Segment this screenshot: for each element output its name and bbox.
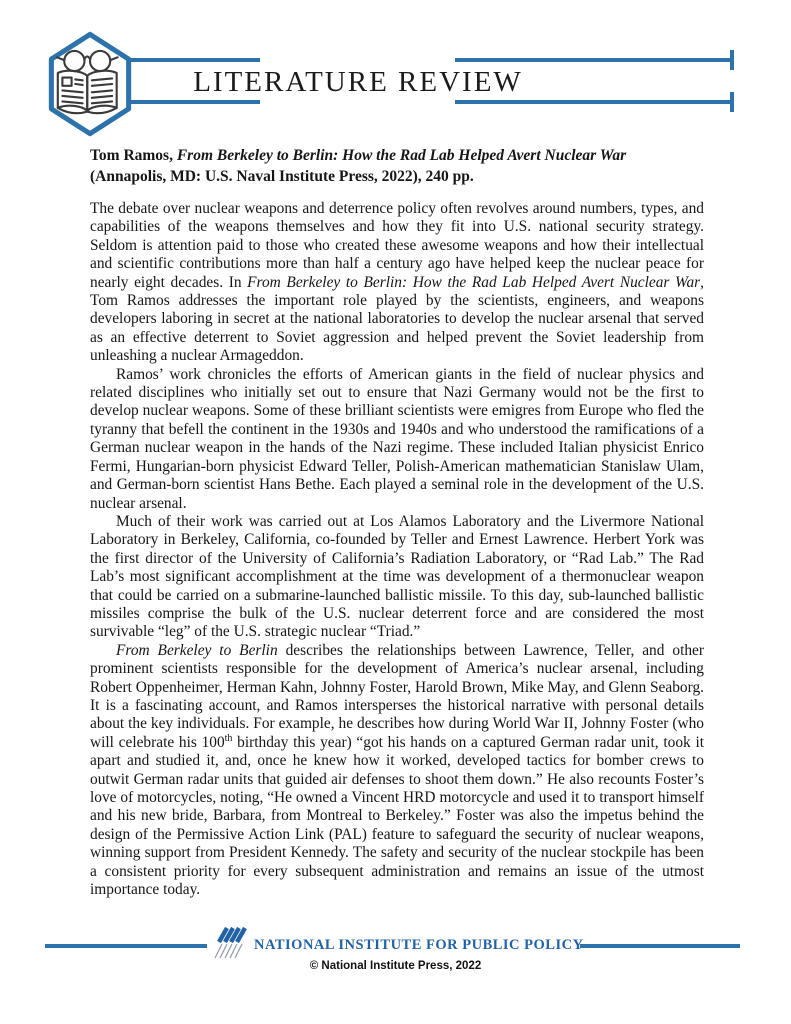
footer-rule-right — [580, 944, 740, 948]
book-title-italic: From Berkeley to Berlin: How the Rad Lab Helped Avert Nuclear War — [247, 273, 701, 291]
header-rule-left-top — [118, 58, 260, 62]
review-body — [90, 200, 704, 899]
header-rule-right-top — [455, 58, 734, 62]
footer-rule-left — [45, 944, 207, 948]
citation-book-title: From Berkeley to Berlin: How the Rad Lab Helped Avert Nuclear War — [176, 147, 627, 164]
review-paragraph-2: Ramos’ work chronicles the efforts of American giants in the field of nuclear physics and related disciplines who initially set out to ensure that Nazi Germany would not be the first to develop nuclear weapons. Some of these brilliant scientists were emigres from Europe who fled the tyranny that befell the continent in the 1930s and 1940s and who understood the ramifications of a German nuclear weapon in the hands of the Nazi regime. These included Italian physicist Enrico Fermi, Hungarian-born physicist Edward Teller, Polish-American mathematician Stanislaw Ulam, and German-born scientist Hans Bethe. Each played a seminal role in the development of the U.S. nuclear arsenal. — [90, 365, 704, 512]
review-paragraph-3: Much of their work was carried out at Los Alamos Laboratory and the Livermore National Laboratory in Berkeley, California, co-founded by Teller and Ernest Lawrence. Herbert York was the first director of the University of California’s Radiation Laboratory, or “Rad Lab.” The Rad Lab’s most significant accomplishment at the time was development of a thermonuclear weapon that could be carried on a submarine-launched ballistic missile. To this day, sub-launched ballistic missiles comprise the bulk of the U.S. nuclear deterrent force and are considered the most survivable “leg” of the U.S. strategic nuclear “Triad.” — [90, 512, 704, 641]
citation-publisher: (Annapolis, MD: U.S. Naval Institute Press, 2022), 240 pp. — [90, 167, 474, 185]
book-citation — [90, 146, 706, 187]
footer-copyright: © National Institute Press, 2022 — [309, 960, 482, 972]
header-rule-right-bottom — [455, 100, 734, 104]
citation-line-2 — [90, 167, 706, 188]
footer-organization-name: NATIONAL INSTITUTE FOR PUBLIC POLICY — [254, 937, 584, 953]
ordinal-superscript: th — [224, 732, 233, 744]
citation-author: Tom Ramos, — [90, 147, 177, 164]
review-paragraph-4: From Berkeley to Berlin describes the relationships between Lawrence, Teller, and other prominent scientists responsible for the development of America’s nuclear arsenal, including Robert Oppenheimer, Herman Kahn, Johnny Foster, Harold Brown, Mike May, and Glenn Seaborg. It is a fascinating account, and Ramos intersperses the historical narrative with personal details about the key individuals. For example, he describes how during World War II, Johnny Foster (who will celebrate his 100th birthday this year) “got his hands on a captured German radar unit, took it apart and studied it, and, once he knew how it worked, developed tactics for bomber crews to outwit German radar units that guided air defenses to shoot them down.” He also recounts Foster’s love of motorcycles, noting, “He owned a Vincent HRD motorcycle and used it to transport himself and his new bride, Barbara, from Montreal to Berkeley.” Foster was also the impetus behind the design of the Permissive Action Link (PAL) feature to safeguard the security of nuclear weapons, winning support from President Kennedy. The safety and security of the nuclear stockpile has been a consistent priority for every subsequent administration and remains an issue of the utmost importance today. — [90, 641, 704, 899]
book-title-italic: From Berkeley to Berlin — [116, 641, 278, 659]
page-title: LITERATURE REVIEW — [193, 66, 523, 98]
literature-review-book-icon — [44, 30, 136, 143]
header-rule-left-bottom — [118, 100, 260, 104]
citation-line-1 — [90, 146, 706, 167]
review-paragraph-1: The debate over nuclear weapons and deterrence policy often revolves around numbers, types, and capabilities of the weapons themselves and how they fit into U.S. national security strategy. Seldom is attention paid to those who created these awesome weapons and how their intellectual and scientific contributions more than half a century ago have helped keep the nuclear peace for nearly eight decades. In From Berkeley to Berlin: How the Rad Lab Helped Avert Nuclear War, Tom Ramos addresses the important role played by the scientists, engineers, and weapons developers laboring in secret at the national laboratories to develop the nuclear arsenal that served as an effective deterrent to Soviet aggression and helped prevent the Soviet leadership from unleashing a nuclear Armageddon. — [90, 200, 704, 365]
